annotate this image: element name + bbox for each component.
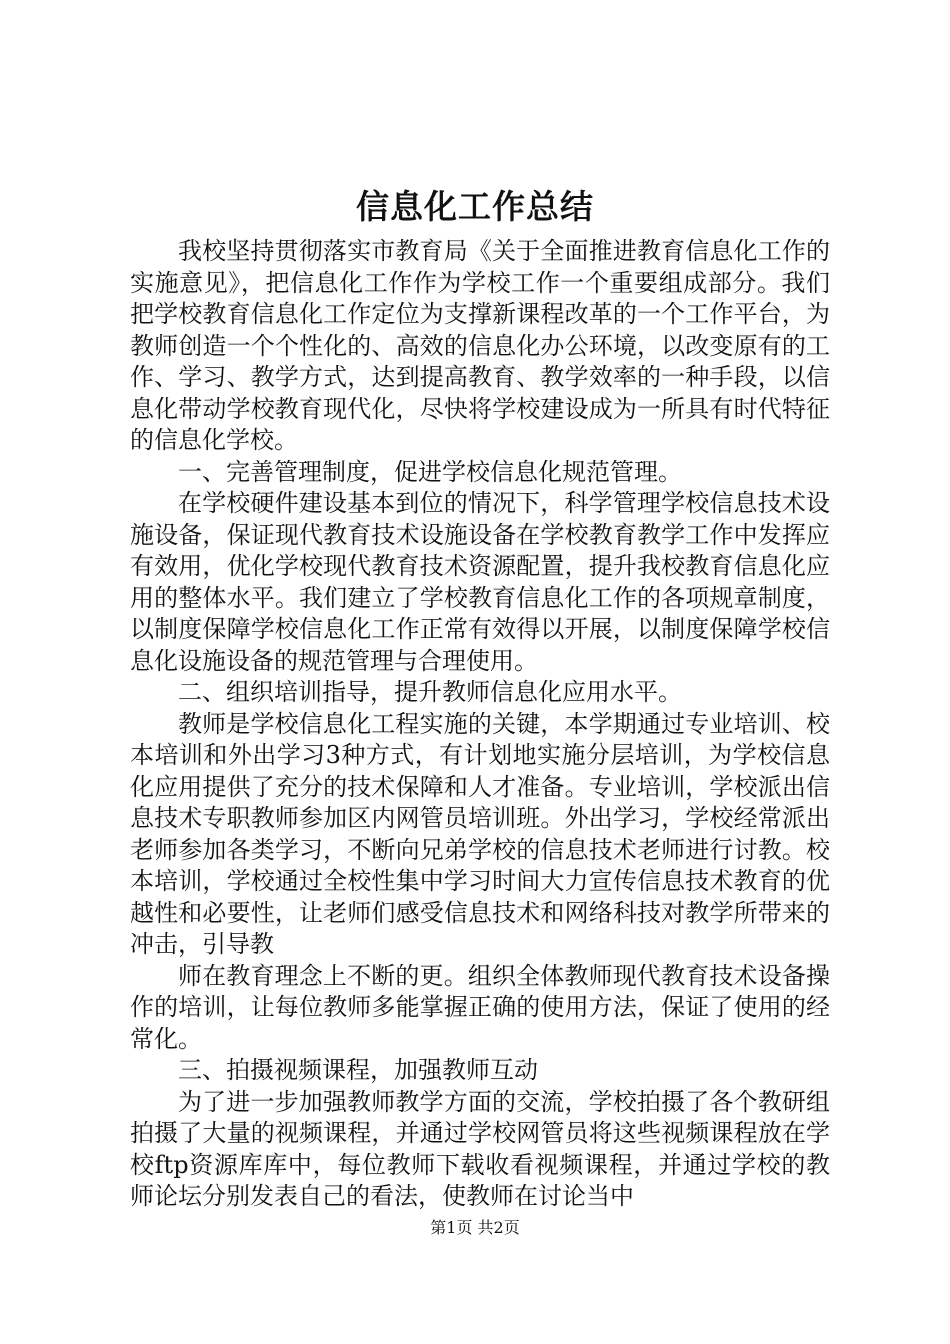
document-body <box>130 236 830 1213</box>
section-heading: 一、完善管理制度，促进学校信息化规范管理。 <box>178 457 682 486</box>
document-title: 信息化工作总结 <box>356 187 594 226</box>
section-heading: 三、拍摄视频课程，加强教师互动 <box>178 1056 538 1084</box>
page-footer: 第1页 共2页 <box>430 1218 520 1237</box>
section-heading: 二、组织培训指导，提升教师信息化应用水平。 <box>178 678 682 706</box>
paragraph: 为了进一步加强教师教学方面的交流，学校拍摄了各个教研组拍摄了大量的视频课程，并通过学校网管员将这些视频课程放在学校ftp资源库库中，每位教师下载收看视频课程，并通过学校的教师论坛分别发表自己的看法，使教师在讨论当中 <box>130 1087 830 1210</box>
paragraph: 教师是学校信息化工程实施的关键，本学期通过专业培训、校本培训和外出学习3种方式，有计划地实施分层培训，为学校信息化应用提供了充分的技术保障和人才准备。专业培训，学校派出信息技术专职教师参加区内网管员培训班。外出学习，学校经常派出老师参加各类学习，不断向兄弟学校的信息技术老师进行讨教。校本培训，学校通过全校性集中学习时间大力宣传信息技术教育的优越性和必要性，让老师们感受信息技术和网络科技对教学所带来的冲击，引导教 <box>130 709 830 958</box>
paragraph: 师在教育理念上不断的更。组织全体教师现代教育技术设备操作的培训，让每位教师多能掌握正确的使用方法，保证了使用的经常化。 <box>130 961 830 1053</box>
paragraph: 在学校硬件建设基本到位的情况下，科学管理学校信息技术设施设备，保证现代教育技术设施设备在学校教育教学工作中发挥应有效用，优化学校现代教育技术资源配置，提升我校教育信息化应用的整体水平。我们建立了学校教育信息化工作的各项规章制度，以制度保障学校信息化工作正常有效得以开展，以制度保障学校信息化设施设备的规范管理与合理使用。 <box>130 489 830 675</box>
paragraph: 我校坚持贯彻落实市教育局《关于全面推进教育信息化工作的实施意见》，把信息化工作作为学校工作一个重要组成部分。我们把学校教育信息化工作定位为支撑新课程改革的一个工作平台，为教师创造一个个性化的、高效的信息化办公环境，以改变原有的工作、学习、教学方式，达到提高教育、教学效率的一种手段，以信息化带动学校教育现代化，尽快将学校建设成为一所具有时代特征的信息化学校。 <box>130 237 830 454</box>
